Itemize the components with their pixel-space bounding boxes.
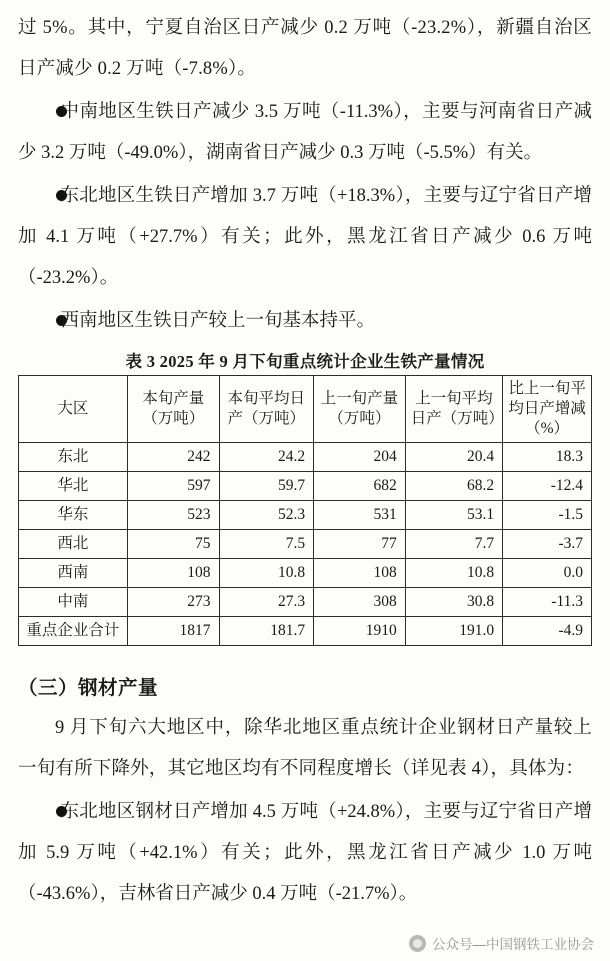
table-cell-value: 20.4 [405,443,502,472]
table-cell-value: 0.0 [503,559,592,588]
table-row [19,443,592,472]
table-header-cell: 上一旬平均日产（万吨） [405,376,502,443]
table-cell-value: -11.3 [503,588,592,617]
watermark [409,933,594,953]
table-header-cell: 上一旬产量（万吨） [314,376,406,443]
bullet-text-zhongnan: 中南地区生铁日产减少 3.5 万吨（-11.3%），主要与河南省日产减少 3.2 万吨（-49.0%），湖南省日产减少 0.3 万吨（-5.5%）有关。 [18,102,592,163]
table-cell-value: -4.9 [503,617,592,646]
table-cell-value: 181.7 [219,617,314,646]
table-cell-value: 27.3 [219,588,314,617]
table-cell-value: 308 [314,588,406,617]
table-cell-value: -1.5 [503,501,592,530]
table-header-cell: 比上一旬平均日产增减（%） [503,376,592,443]
table-row [19,588,592,617]
table-cell-region: 东北 [19,443,128,472]
bullet-text-steel-dongbei: 东北地区钢材日产增加 4.5 万吨（+24.8%），主要与辽宁省日产增加 5.9 万吨（+42.1%）有关；此外，黑龙江省日产减少 1.0 万吨（-43.6%），吉林省日产减少 0.4 万吨（-21.7%）。 [18,802,592,904]
section-title: （三）钢材产量 [18,678,159,699]
table-row [19,530,592,559]
table-cell-value: 242 [127,443,219,472]
table-cell-value: 108 [127,559,219,588]
table-cell-region: 重点企业合计 [19,617,128,646]
table-cell-value: 597 [127,472,219,501]
table-cell-value: 204 [314,443,406,472]
table-cell-value: 273 [127,588,219,617]
table-cell-value: 1910 [314,617,406,646]
bullet-item-dongbei [18,176,592,299]
table-cell-value: 108 [314,559,406,588]
table-cell-region: 西北 [19,530,128,559]
table-cell-value: 531 [314,501,406,530]
table-cell-region: 华东 [19,501,128,530]
pig-iron-output-table [18,375,592,646]
table-cell-value: 191.0 [405,617,502,646]
bullet-text-dongbei: 东北地区生铁日产增加 3.7 万吨（+18.3%），主要与辽宁省日产增加 4.1 万吨（+27.7%）有关；此外，黑龙江省日产减少 0.6 万吨（-23.2%）。 [18,186,592,288]
table-cell-region: 华北 [19,472,128,501]
watermark-logo-icon [409,935,426,952]
table-cell-value: 59.7 [219,472,314,501]
table-cell-value: 18.3 [503,443,592,472]
table-cell-region: 中南 [19,588,128,617]
table-cell-value: 68.2 [405,472,502,501]
table-cell-value: 10.8 [219,559,314,588]
table-cell-value: -12.4 [503,472,592,501]
table-cell-value: 52.3 [219,501,314,530]
table-cell-value: 1817 [127,617,219,646]
table-cell-value: 7.7 [405,530,502,559]
bullet-item-steel-dongbei [18,792,592,915]
bullet-text-xinan: 西南地区生铁日产较上一旬基本持平。 [60,311,376,331]
paragraph-intro: 过 5%。其中，宁夏自治区日产减少 0.2 万吨（-23.2%），新疆自治区日产减少 0.2 万吨（-7.8%）。 [18,18,592,79]
table-cell-value: 75 [127,530,219,559]
bullet-item-zhongnan [18,92,592,174]
table-header-cell: 大区 [19,376,128,443]
table-caption: 表 3 2025 年 9 月下旬重点统计企业生铁产量情况 [125,352,485,371]
table-header-cell: 本旬产量（万吨） [127,376,219,443]
table-row-total [19,617,592,646]
table-cell-value: 30.8 [405,588,502,617]
table-row [19,501,592,530]
table-cell-value: 53.1 [405,501,502,530]
table-cell-region: 西南 [19,559,128,588]
table-cell-value: -3.7 [503,530,592,559]
table-header-cell: 本旬平均日产（万吨） [219,376,314,443]
table-cell-value: 523 [127,501,219,530]
table-header-row [19,376,592,443]
table-cell-value: 682 [314,472,406,501]
bullet-item-xinan [18,301,592,342]
table-cell-value: 77 [314,530,406,559]
section-paragraph: 9 月下旬六大地区中，除华北地区重点统计企业钢材日产量较上一旬有所下降外，其它地区均有不同程度增长（详见表 4），具体为： [18,718,592,779]
table-row [19,559,592,588]
table-cell-value: 10.8 [405,559,502,588]
table-cell-value: 24.2 [219,443,314,472]
watermark-text: 公众号—中国钢铁工业协会 [432,937,594,952]
table-cell-value: 7.5 [219,530,314,559]
table-row [19,472,592,501]
